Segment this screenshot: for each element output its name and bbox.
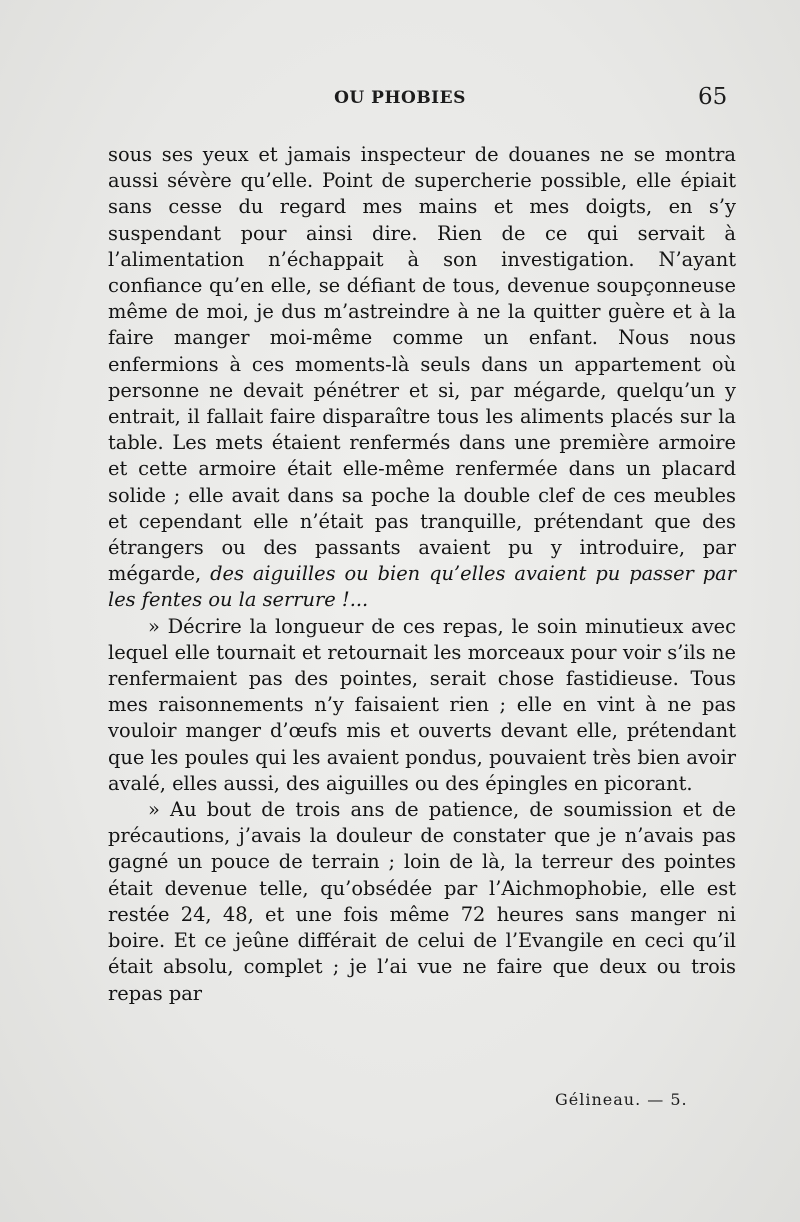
running-header: OU PHOBIES: [334, 88, 466, 108]
paragraph-1-italic: des aiguilles ou bien qu’elles avaient pu passer par les fentes ou la serrure !...: [108, 562, 736, 612]
paragraph-1: [108, 142, 736, 614]
paragraph-1-text: sous ses yeux et jamais inspecteur de douanes ne se montra aussi sévère qu’elle. Point de supercherie possible, elle épiait sans cesse du regard mes mains et mes doigts, en s’y suspendant pour ainsi dire. Rien de ce qui servait à l’alimentation n’échappait à son investigation. N’ayant confiance qu’en elle, se défiant de tous, devenue soupçonneuse même de moi, je dus m’astreindre à ne la quitter guère et à la faire manger moi-même comme un enfant. Nous nous enfermions à ces moments-là seuls dans un appartement où personne ne devait pénétrer et si, par mégarde, quelqu’un y entrait, il fallait faire disparaître tous les aliments placés sur la table. Les mets étaient renfermés dans une première armoire et cette armoire était elle-même renfermée dans un placard solide ; elle avait dans sa poche la double clef de ces meubles et cependant elle n’était pas tranquille, prétendant que des étrangers ou des passants avaient pu y introduire, par mégarde,: [108, 143, 736, 586]
paragraph-3: » Au bout de trois ans de patience, de soumission et de précautions, j’avais la douleur de constater que je n’avais pas gagné un pouce de terrain ; loin de là, la terreur des pointes était devenue telle, qu’obsédée par l’Aichmophobie, elle est restée 24, 48, et une fois même 72 heures sans manger ni boire. Et ce jeûne différait de celui de l’Evangile en ceci qu’il était absolu, complet ; je l’ai vue ne faire que deux ou trois repas par: [108, 798, 736, 1005]
paragraph-2: » Décrire la longueur de ces repas, le soin minutieux avec lequel elle tournait et retournait les morceaux pour voir s’ils ne renfermaient pas des pointes, serait chose fastidieuse. Tous mes raisonnements n’y faisaient rien ; elle en vint à ne pas vouloir manger d’œufs mis et ouverts devant elle, prétendant que les poules qui les avaient pondus, pouvaient très bien avoir avalé, elles aussi, des aiguilles ou des épingles en picorant.: [108, 614, 736, 795]
signature-mark: Gélineau. — 5.: [555, 1090, 688, 1109]
page-number: 65: [698, 84, 728, 110]
body-text: [108, 142, 736, 1007]
